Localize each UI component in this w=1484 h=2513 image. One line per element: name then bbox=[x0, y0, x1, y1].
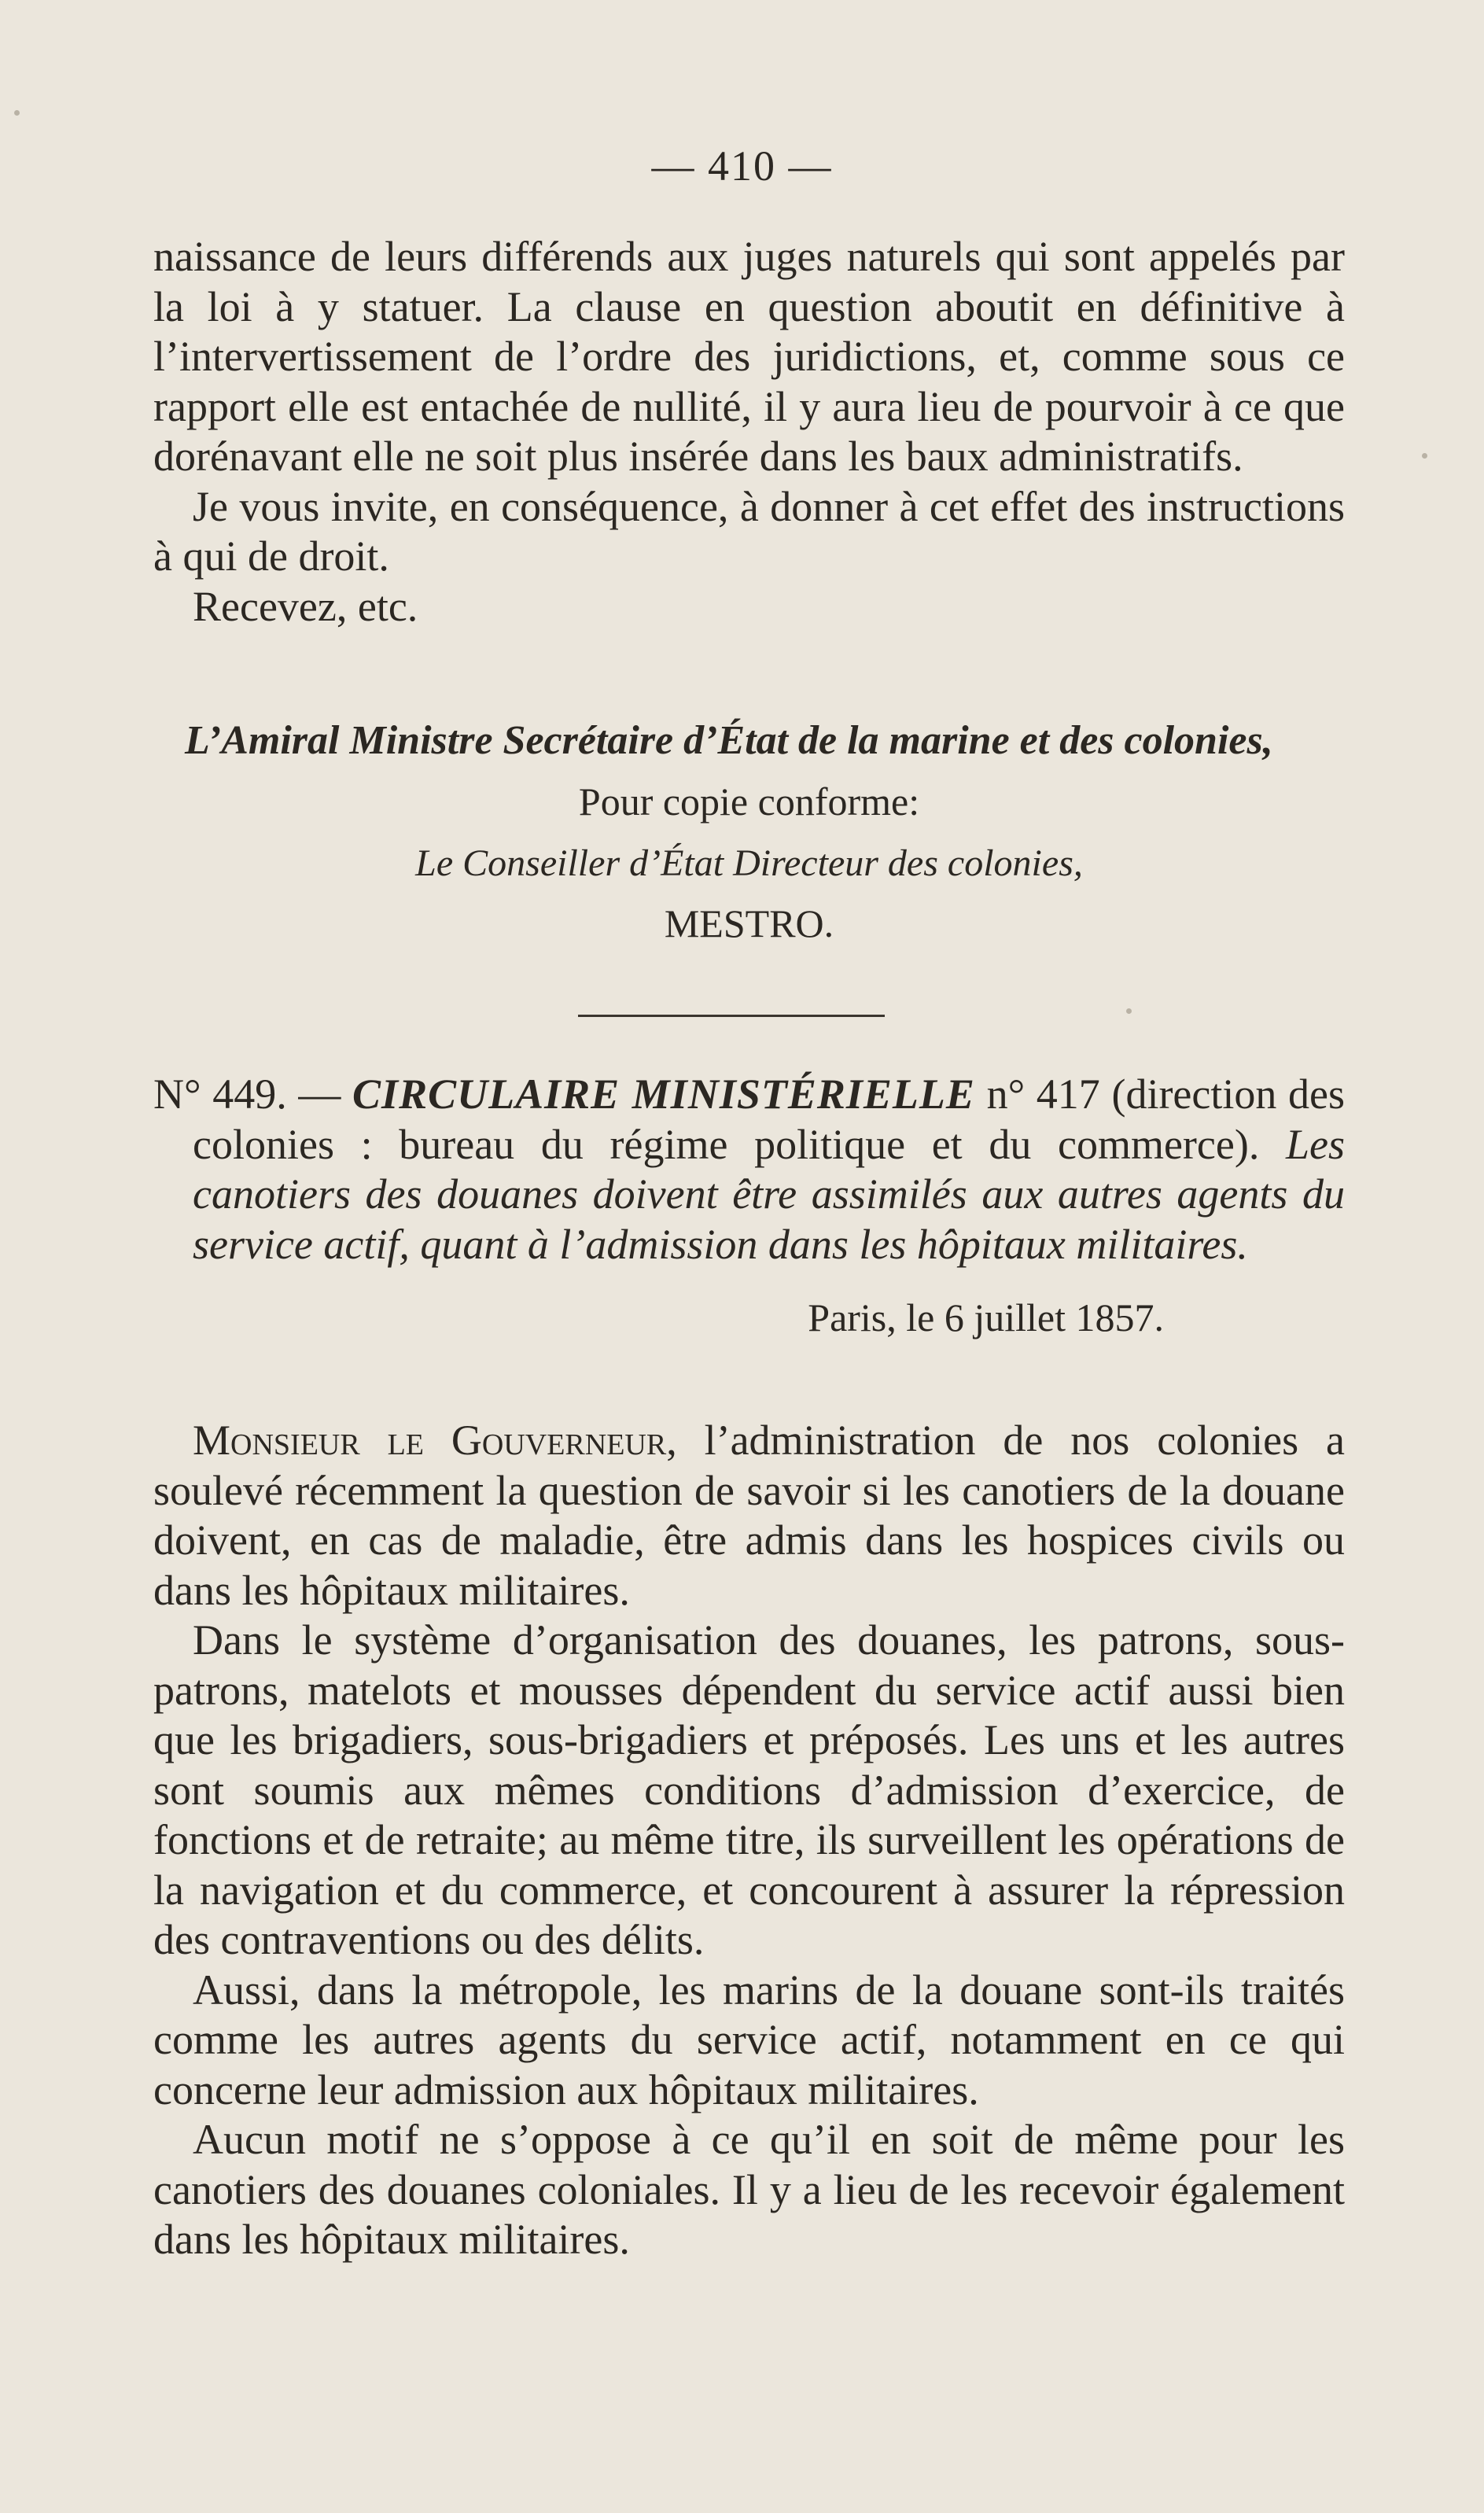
circulaire-number: N° 449. — bbox=[153, 1070, 353, 1118]
previous-letter-end bbox=[153, 232, 1345, 632]
paragraph-invitation: Je vous invite, en conséquence, à donner à cet effet des instructions à qui de droit. bbox=[153, 482, 1345, 580]
page-number: — 410 — bbox=[651, 142, 833, 190]
salutation: Monsieur le Gouverneur bbox=[193, 1417, 667, 1464]
signatory-name: MESTRO. bbox=[664, 901, 834, 945]
paragraph-continuation: naissance de leurs différends aux juges naturels qui sont appelés par la loi à y statuer. La clause en question aboutit en définitive à l’intervertissement de l’ordre des juridictions, et, comme sous ce rapport elle est entachée de nullité, il y aura lieu de pourvoir à ce que dorénavant elle ne soit plus insérée dans les baux administratifs. bbox=[153, 233, 1345, 480]
circulaire-direction: n° 417 (direction des colonies : bureau du régime politique et du commerce). bbox=[193, 1070, 1345, 1168]
paper-speck bbox=[1422, 453, 1427, 459]
copy-conforme: Pour copie conforme: bbox=[578, 779, 920, 824]
paragraph-closing: Recevez, etc. bbox=[193, 582, 418, 630]
circulaire-heading bbox=[153, 1070, 1345, 1343]
body-paragraph-1 bbox=[153, 1416, 1345, 1616]
circulaire-date: Paris, le 6 juillet 1857. bbox=[808, 1295, 1164, 1339]
paper-speck bbox=[1126, 1008, 1132, 1014]
circulaire-title bbox=[153, 1070, 1345, 1269]
body-paragraph-4: Aucun motif ne s’oppose à ce qu’il en soit de même pour les canotiers des douanes coloniales. Il y a lieu de les recevoir également dans les hôpitaux militaires. bbox=[153, 2116, 1345, 2263]
conseiller-title: Le Conseiller d’État Directeur des colonies, bbox=[415, 842, 1083, 884]
section-divider bbox=[578, 1015, 885, 1017]
body-paragraph-3: Aussi, dans la métropole, les marins de la douane sont-ils traités comme les autres agents du service actif, notamment en ce qui concerne leur admission aux hôpitaux militaires. bbox=[153, 1966, 1345, 2113]
body-paragraph-1-text: , l’administration de nos colonies a soulevé récemment la question de savoir si les canotiers de la douane doivent, en cas de maladie, être admis dans les hospices civils ou dans les hôpitaux militaires. bbox=[153, 1417, 1346, 1614]
circulaire-body bbox=[153, 1416, 1345, 2265]
signature-block bbox=[153, 716, 1345, 949]
signature-title: L’Amiral Ministre Secrétaire d’État de la marine et des colonies, bbox=[185, 718, 1273, 763]
circulaire-type: CIRCULAIRE MINISTÉRIELLE bbox=[352, 1070, 975, 1118]
paper-speck bbox=[14, 110, 20, 116]
circulaire-summary: Les canotiers des douanes doivent être assimilés aux autres agents du service actif, quant à l’admission dans les hôpitaux militaires. bbox=[193, 1120, 1345, 1268]
body-paragraph-2: Dans le système d’organisation des douanes, les patrons, sous-patrons, matelots et mousses dépendent du service actif aussi bien que les brigadiers, sous-brigadiers et préposés. Les uns et les autres sont soumis aux mêmes conditions d’admission d’exercice, de fonctions et de retraite; au même titre, ils surveillent les opérations de la navigation et du commerce, et concourent à assurer la répression des contraventions ou des délits. bbox=[153, 1616, 1345, 1963]
